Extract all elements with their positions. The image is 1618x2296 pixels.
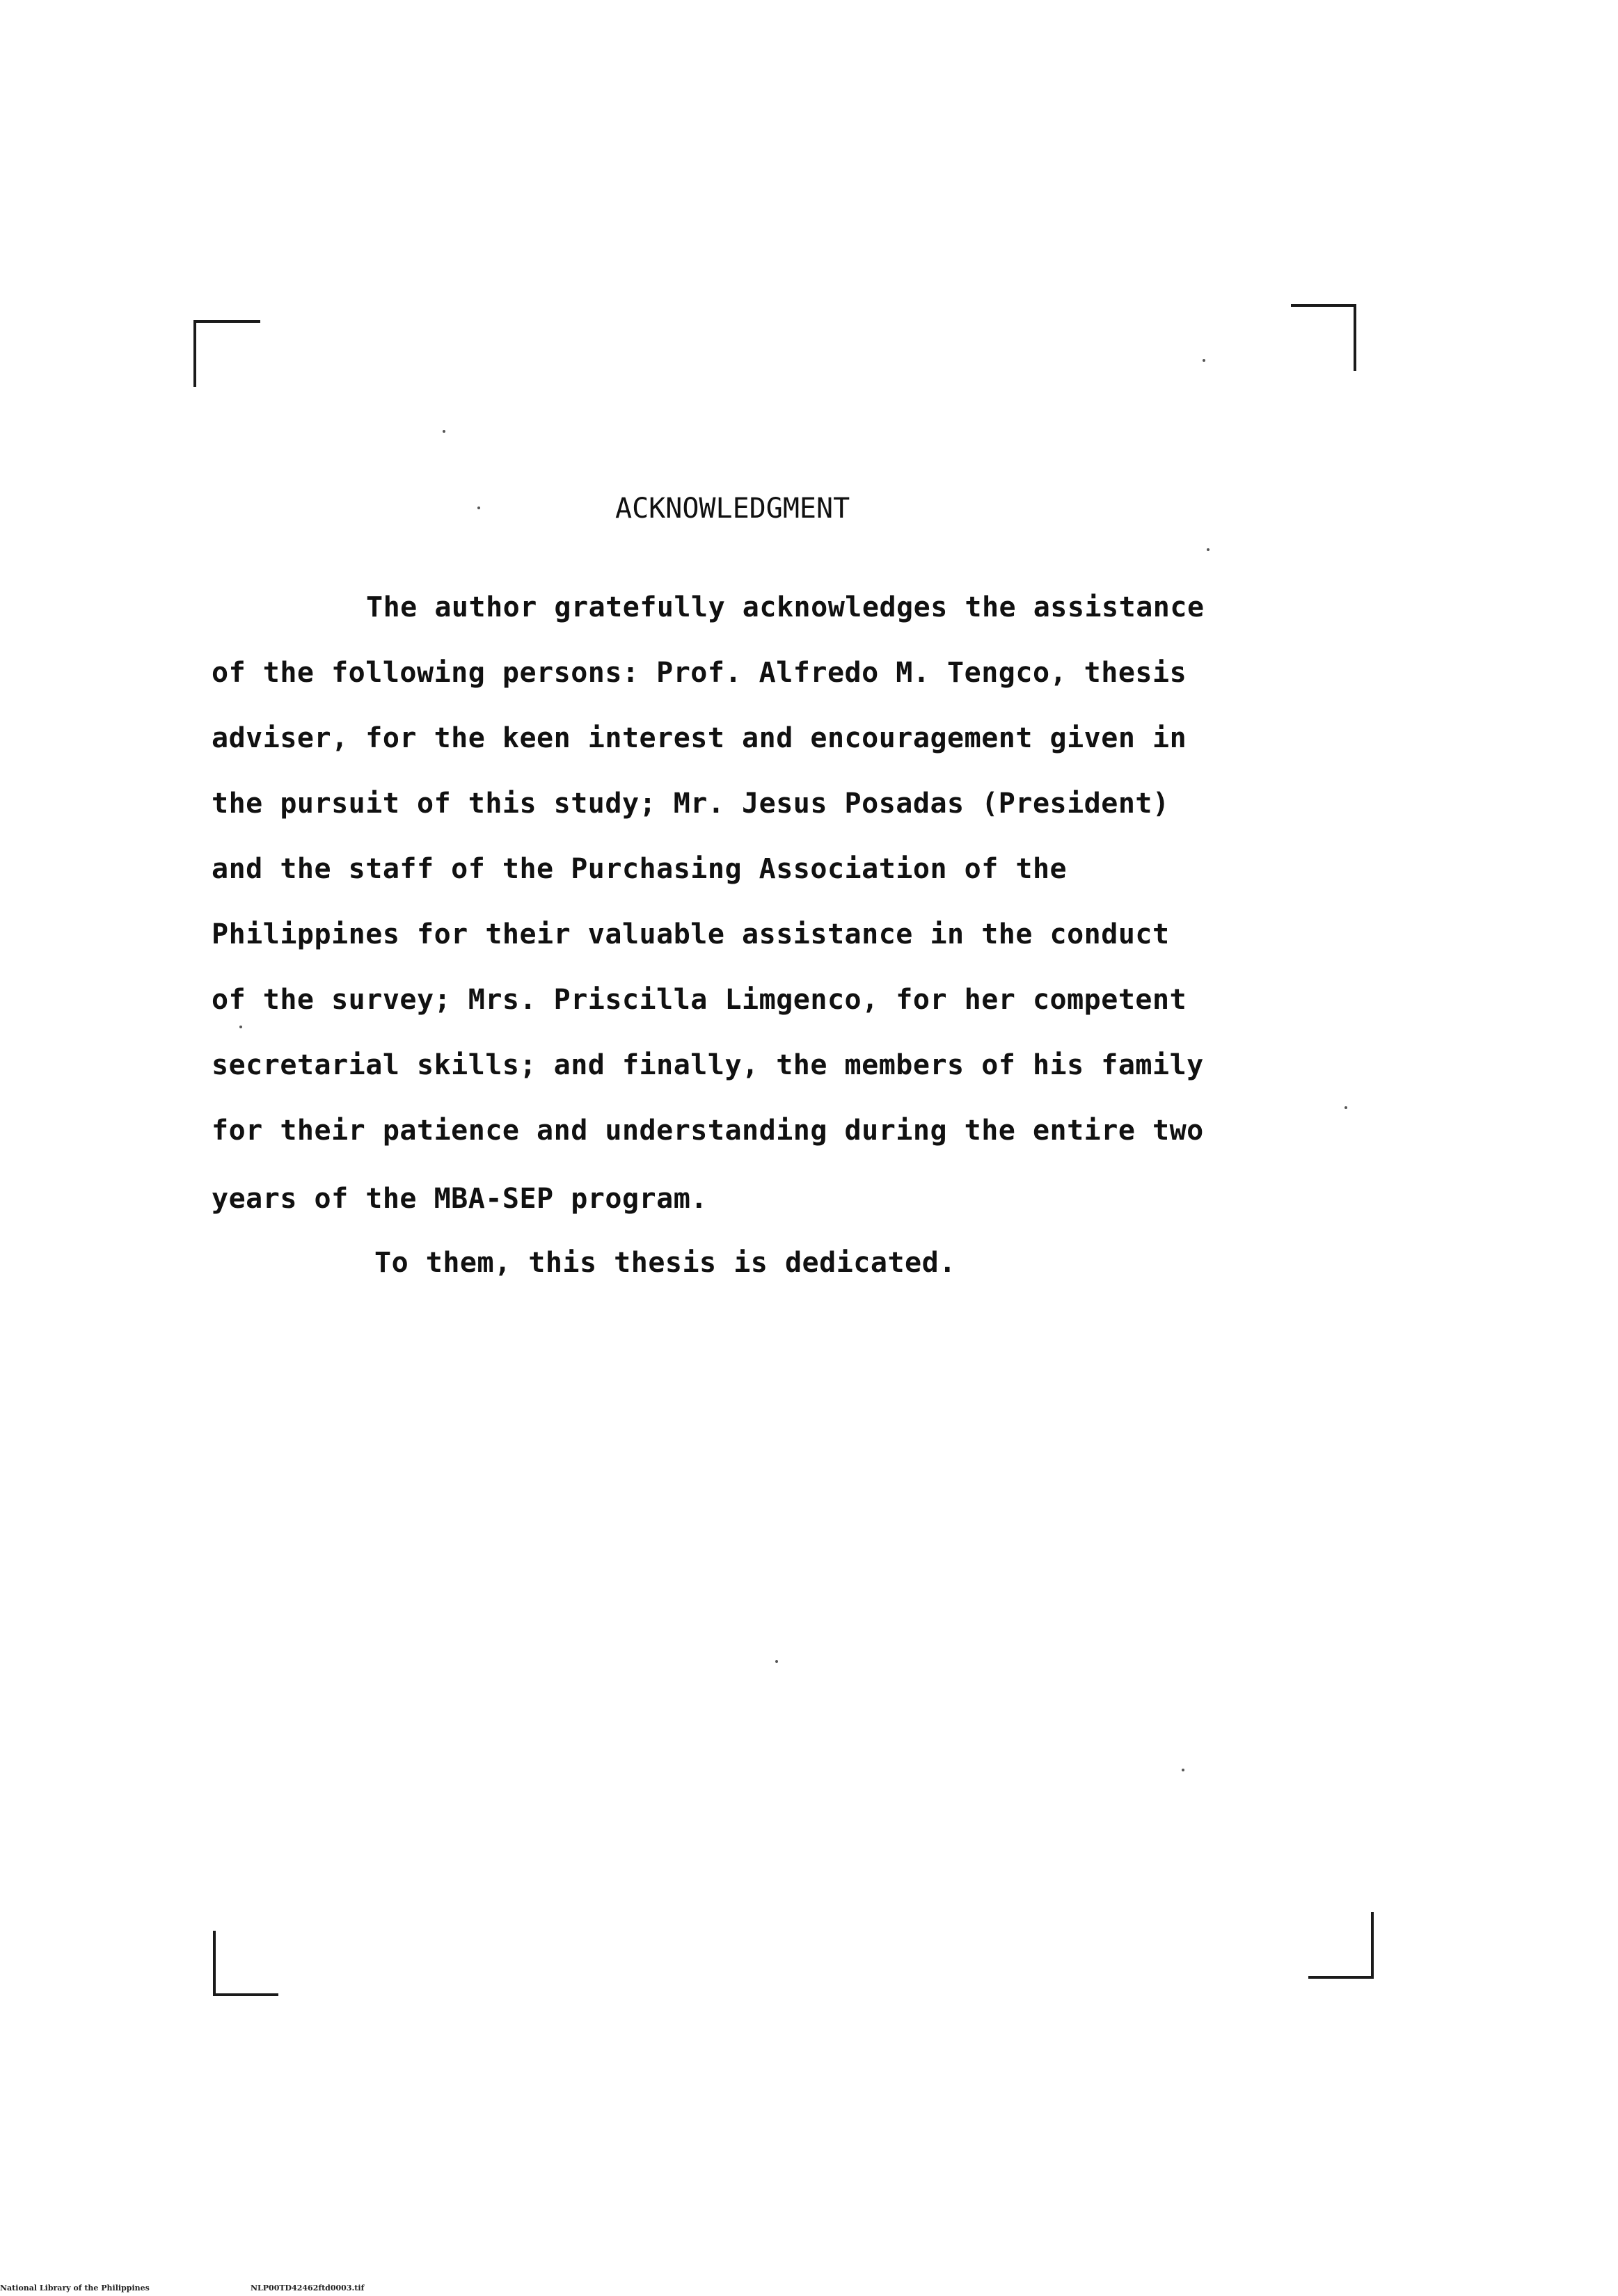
paragraph-line: of the survey; Mrs. Priscilla Limgenco, for her competent [212, 984, 1187, 1016]
paragraph-line: secretarial skills; and finally, the members of his family [212, 1049, 1204, 1081]
paragraph-line: of the following persons: Prof. Alfredo M. Tengco, thesis [212, 657, 1187, 689]
scan-speck [443, 430, 445, 433]
scan-speck [239, 1026, 242, 1028]
paragraph-line: The author gratefully acknowledges the assistance [366, 591, 1205, 623]
scan-speck [1182, 1769, 1184, 1771]
scan-speck [1207, 548, 1209, 551]
scan-speck [1203, 359, 1205, 362]
paragraph-line: years of the MBA-SEP program. [212, 1183, 708, 1215]
footer-file-id: NLP00TD42462ftd0003.tif [251, 2283, 365, 2293]
paragraph-line: the pursuit of this study; Mr. Jesus Posadas (President) [212, 788, 1170, 820]
crop-mark-top-left [193, 320, 260, 387]
page-title: ACKNOWLEDGMENT [615, 493, 850, 525]
scan-speck [477, 507, 480, 509]
scan-speck [1345, 1106, 1347, 1109]
paragraph-line: adviser, for the keen interest and encouragement given in [212, 722, 1187, 754]
paragraph-line: for their patience and understanding during the entire two [212, 1115, 1204, 1147]
crop-mark-bottom-right [1308, 1912, 1374, 1979]
crop-mark-bottom-left [213, 1931, 278, 1996]
dedication-line: To them, this thesis is dedicated. [374, 1247, 956, 1279]
scan-speck [775, 1660, 778, 1663]
footer-library-name: National Library of the Philippines [0, 2283, 150, 2293]
paragraph-line: and the staff of the Purchasing Association of the [212, 853, 1068, 885]
crop-mark-top-right [1291, 304, 1356, 371]
paragraph-line: Philippines for their valuable assistance in the conduct [212, 918, 1170, 950]
